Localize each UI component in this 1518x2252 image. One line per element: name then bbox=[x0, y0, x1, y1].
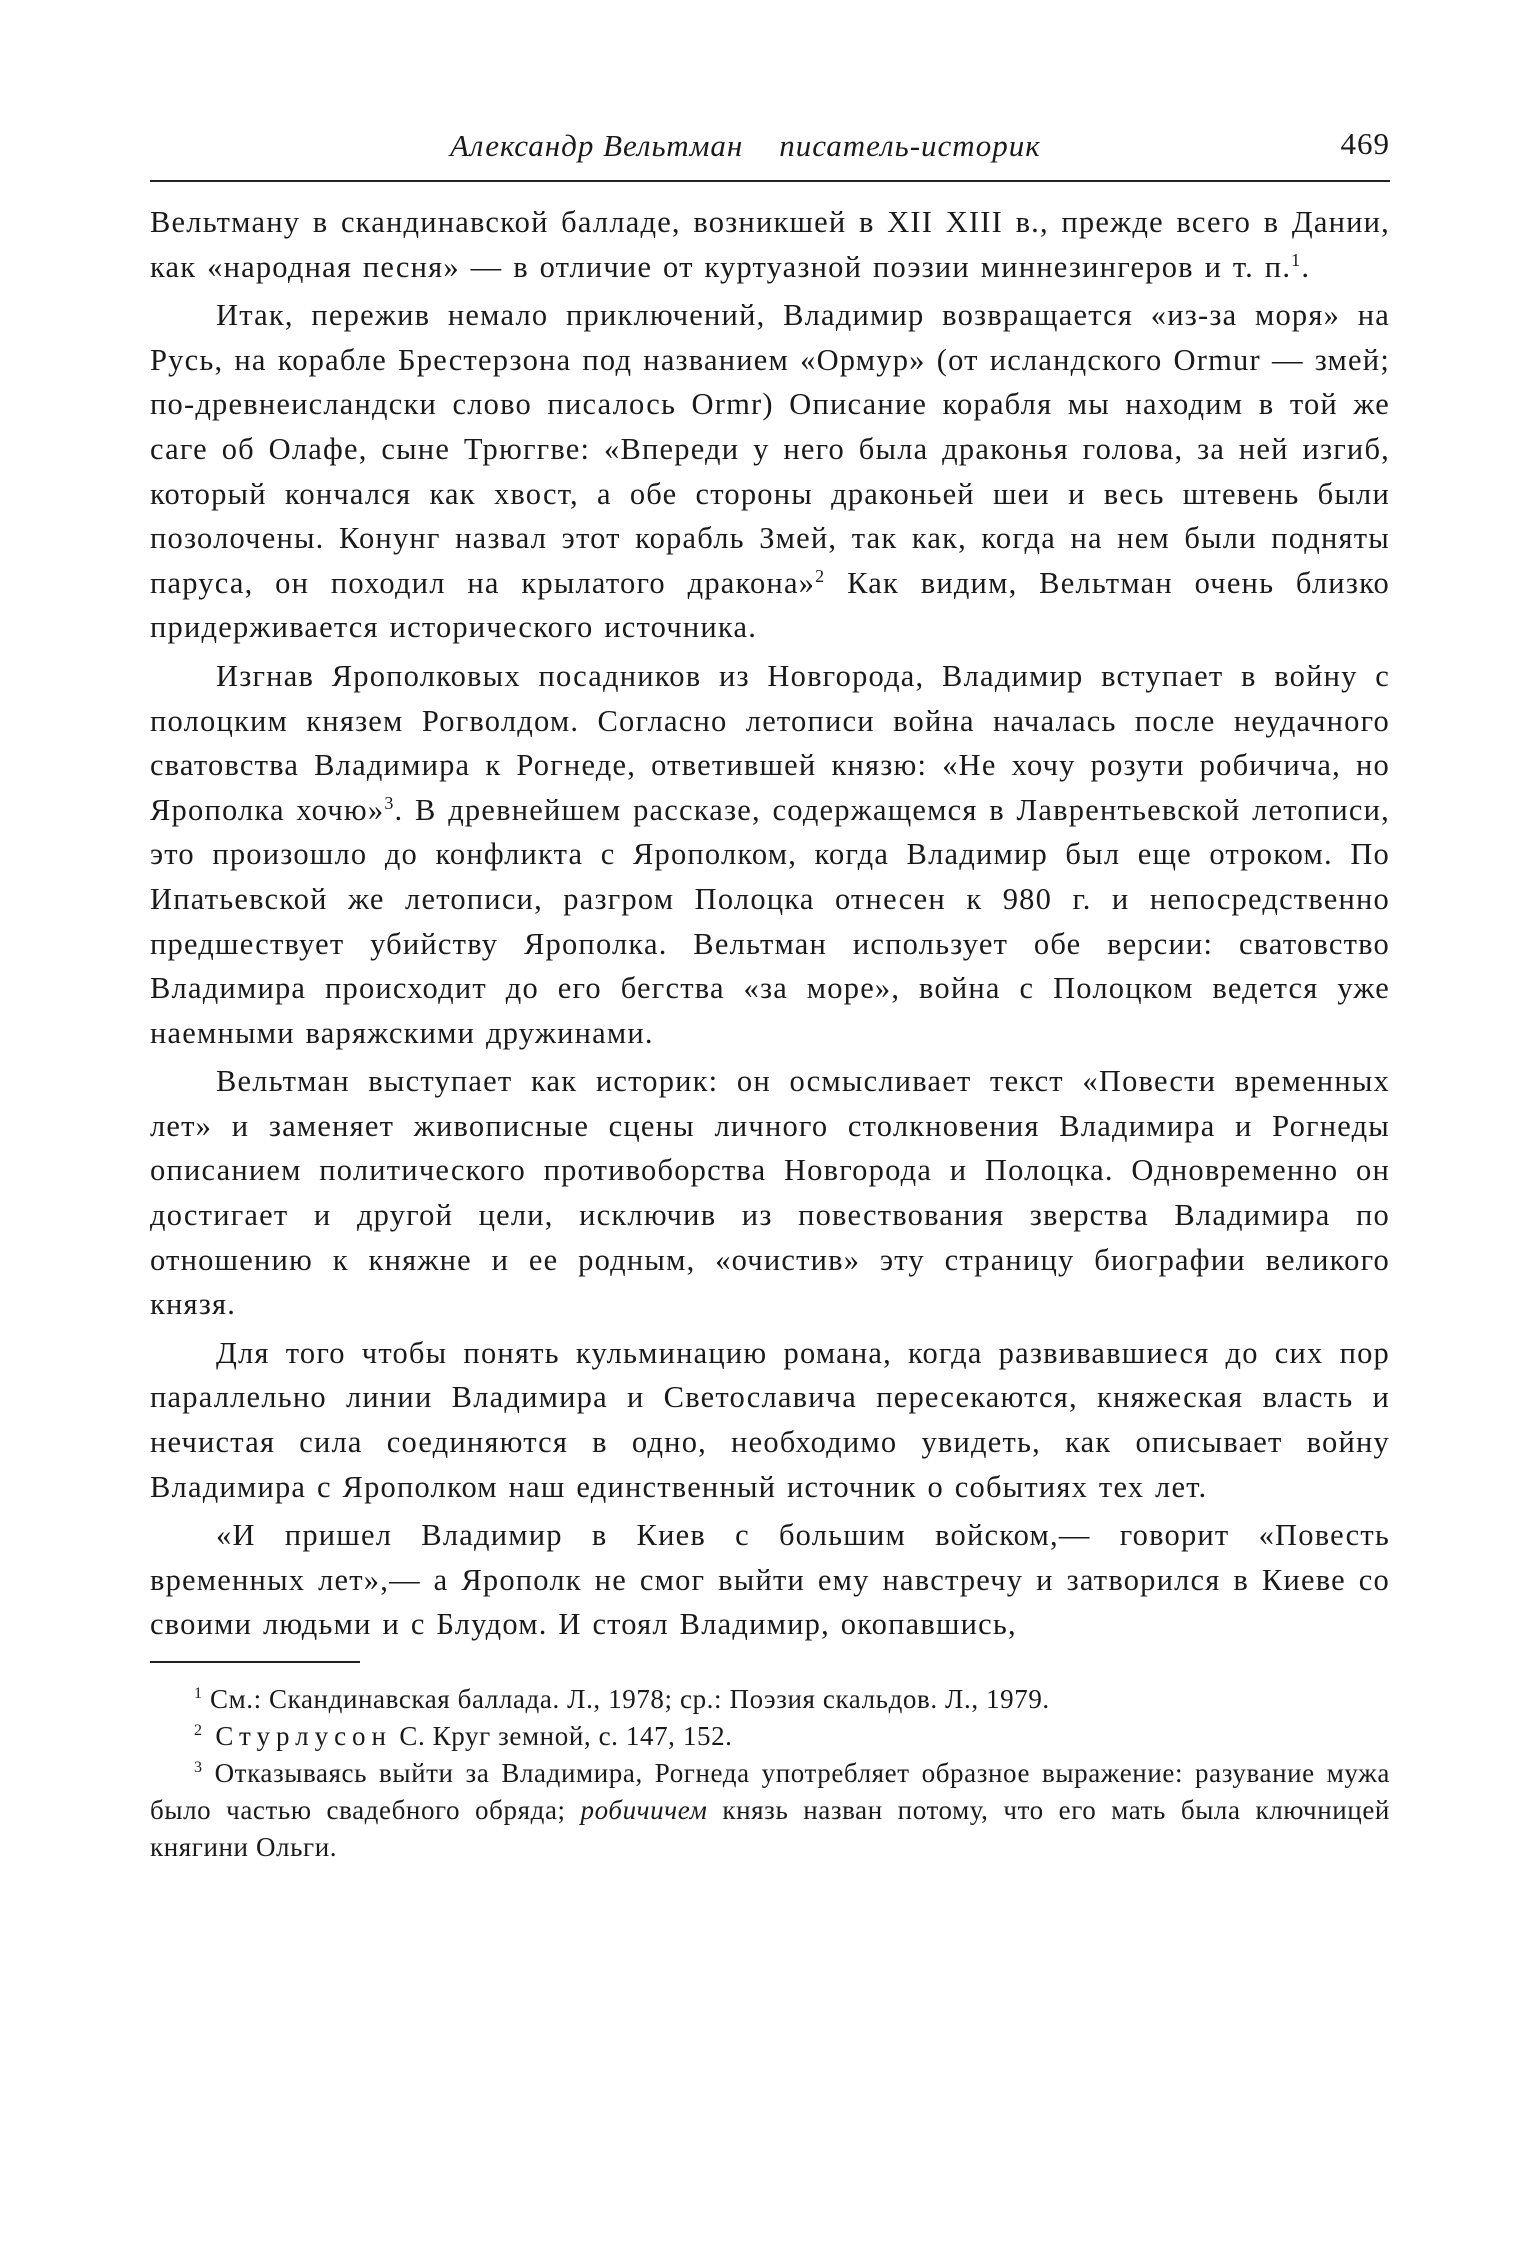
page-number: 469 bbox=[1340, 126, 1390, 161]
footnote-divider bbox=[150, 1661, 360, 1663]
footnote-ref-2[interactable]: 2 bbox=[815, 565, 826, 586]
paragraph-6: «И пришел Владимир в Киев с большим войском,— говорит «Повесть временных лет»,— а Ярополк не смог выйти ему навстречу и затворился в Киеве со своими людьми и с Блудом. И стоял Владимир, окопавшись, bbox=[150, 1518, 1390, 1642]
paragraph-5: Для того чтобы понять кульминацию романа, когда развивавшиеся до сих пор параллельно линии Владимира и Светославича пересекаются, княжеская власть и нечистая сила соединяются в одно, необходимо увидеть, как описывает войну Владимира с Ярополком наш единственный источник о событиях тех лет. bbox=[150, 1335, 1390, 1504]
footnote-2 bbox=[150, 1718, 1390, 1755]
footnote-ref-1[interactable]: 1 bbox=[1291, 249, 1302, 270]
running-title-subject: писатель-историк bbox=[779, 128, 1041, 163]
running-title bbox=[450, 128, 1041, 164]
footnote-2-number: 2 bbox=[194, 1722, 203, 1739]
paragraph-3-text-a: Изгнав Ярополковых посадников из Новгорода, Владимир вступает в войну с полоцким князем Рогволдом. Согласно летописи война началась после неудачного сватовства Владимира к Рогнеде, ответившей князю: «Не хочу розути робичича, но Ярополка хочю» bbox=[150, 658, 1390, 827]
footnote-ref-3[interactable]: 3 bbox=[384, 792, 395, 813]
paragraph-2-text-b: Как видим, Вельтман очень близко придерживается исторического источника. bbox=[150, 565, 1390, 645]
footnote-1-number: 1 bbox=[194, 1685, 203, 1702]
footnote-1-text: См.: Скандинавская баллада. Л., 1978; ср.: Поэзия скальдов. Л., 1979. bbox=[202, 1684, 1050, 1714]
footnote-2-author: Стурлусон bbox=[202, 1721, 393, 1751]
footnote-3-text-a: Отказываясь выйти за Владимира, Рогнеда употребляет образное выражение: разувание мужа было частью свадебного обряда; bbox=[150, 1758, 1390, 1825]
book-page bbox=[150, 120, 1390, 1866]
footnote-3 bbox=[150, 1755, 1390, 1866]
footnotes bbox=[150, 1681, 1390, 1866]
footnote-2-text: С. Круг земной, с. 147, 152. bbox=[392, 1721, 733, 1751]
footnote-3-number: 3 bbox=[194, 1759, 203, 1776]
running-title-author: Александр Вельтман bbox=[450, 128, 744, 163]
paragraph-3 bbox=[150, 654, 1390, 1055]
footnote-3-text-b: князь назван потому, что его мать была ключницей княгини Ольги. bbox=[150, 1795, 1390, 1862]
paragraph-2-text-a: Итак, пережив немало приключений, Владимир возвращается «из-за моря» на Русь, на корабле Брестерзона под названием «Ормур» (от исландского Ormur — змей; по-древнеисландски слово писалось Ormr) Описание корабля мы находим в той же саге об Олафе, сыне Трюггве: «Впереди у него была драконья голова, за ней изгиб, который кончался как хвост, а обе стороны драконьей шеи и весь штевень были позолочены. Конунг назвал этот корабль Змей, так как, когда на нем были подняты паруса, он походил на крылатого дракона» bbox=[150, 298, 1390, 600]
footnote-3-italic-term: робичичем bbox=[580, 1795, 708, 1825]
footnote-1 bbox=[150, 1681, 1390, 1718]
main-text bbox=[150, 200, 1390, 1647]
paragraph-2 bbox=[150, 293, 1390, 650]
running-header bbox=[150, 120, 1390, 182]
paragraph-3-text-b: . В древнейшем рассказе, содержащемся в Лаврентьевской летописи, это произошло до конфликта с Ярополком, когда Владимир был еще отроком. По Ипатьевской же летописи, разгром Полоцка отнесен к 980 г. и непосредственно предшествует убийству Ярополка. Вельтман использует обе версии: сватовство Владимира происходит до его бегства «за море», война с Полоцком ведется уже наемными варяжскими дружинами. bbox=[150, 792, 1390, 1050]
paragraph-1-text: Вельтману в скандинавской балладе, возникшей в XII XIII в., прежде всего в Дании, как «народная песня» — в отличие от куртуазной поэзии миннезингеров и т. п. bbox=[150, 205, 1390, 284]
paragraph-4: Вельтман выступает как историк: он осмысливает текст «Повести временных лет» и заменяет живописные сцены личного столкновения Владимира и Рогнеды описанием политического противоборства Новгорода и Полоцка. Одновременно он достигает и другой цели, исключив из повествования зверства Владимира по отношению к княжне и ее родным, «очистив» эту страницу биографии великого князя. bbox=[150, 1064, 1390, 1322]
paragraph-1: Вельтману в скандинавской балладе, возникшей в XII XIII в., прежде всего в Дании, как «народная песня» — в отличие от куртуазной поэзии миннезингеров и т. п.$^1$. bbox=[150, 205, 1390, 284]
